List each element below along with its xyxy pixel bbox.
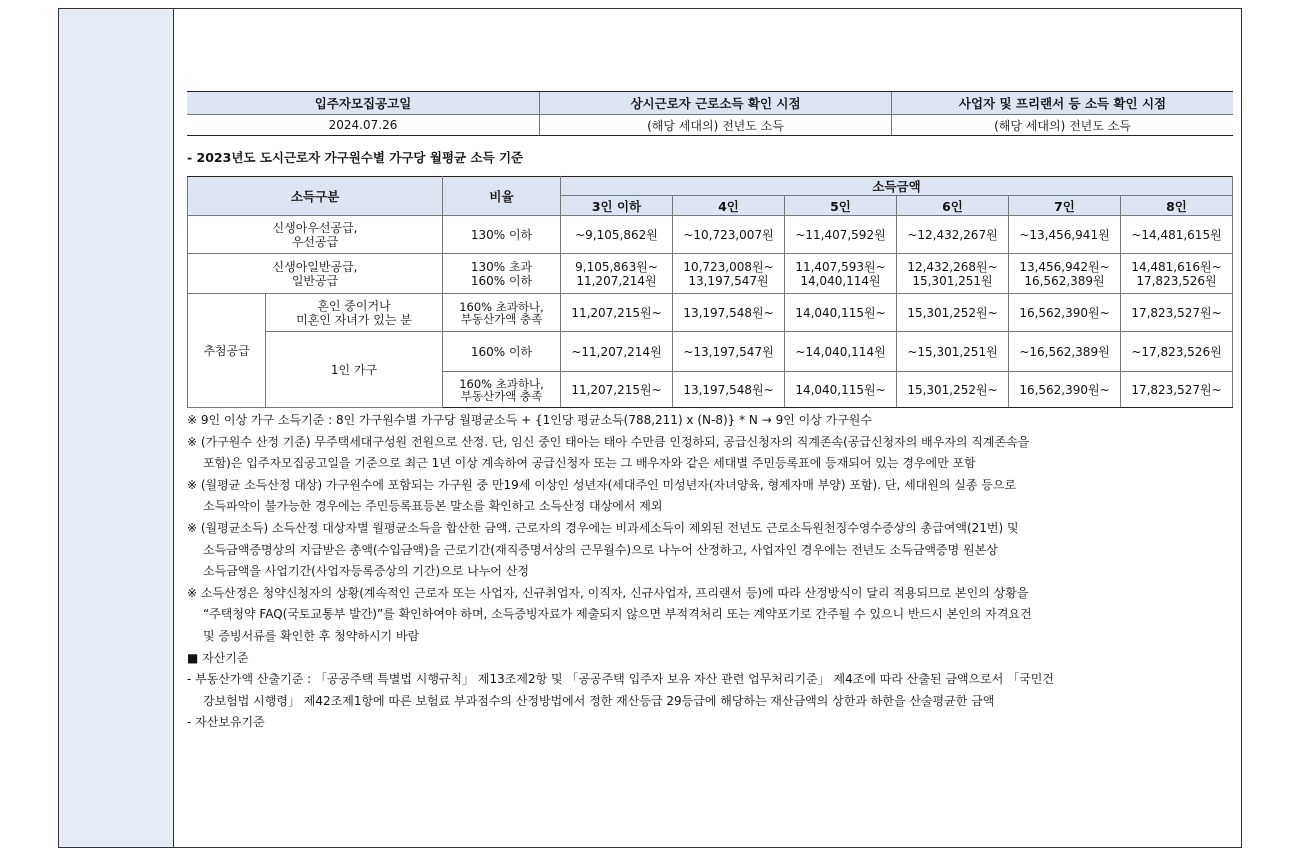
header-size-3: 3인 이하 <box>561 196 673 216</box>
note-income-target-cont: 소득파악이 불가능한 경우에는 주민등록표등본 말소를 확인하고 소득산정 대상에서 제외 <box>203 499 663 514</box>
ratio-line: 160% 이하 <box>470 273 533 288</box>
amount-cell: ~10,723,007원 <box>673 216 785 254</box>
note-income-target: ※ (월평균 소득산정 대상) 가구원수에 포함되는 가구원 중 만19세 이상인 성년자(세대주인 미성년자(자녀양육, 형제자매 부양) 포함). 단, 세대원의 실종 등으로 <box>187 477 1017 492</box>
amount-cell: 16,562,390원~ <box>1009 294 1121 332</box>
amount-cell: ~11,207,214원 <box>561 332 673 372</box>
amount-line: 13,456,942원~ <box>1019 259 1110 274</box>
asset-holding-standard: - 자산보유기준 <box>187 715 265 730</box>
amount-cell: 16,562,390원~ <box>1009 372 1121 408</box>
header-income-amount: 소득금액 <box>561 177 1233 196</box>
income-type-cell <box>188 216 443 254</box>
amount-line: 14,481,616원~ <box>1131 259 1222 274</box>
amount-cell: 14,040,115원~ <box>785 372 897 408</box>
lottery-sub-married <box>266 294 443 332</box>
table-row <box>188 332 1233 372</box>
asset-real-estate-basis: - 부동산가액 산출기준 : 「공공주택 특별법 시행규칙」 제13조제2항 및 「공공주택 입주자 보유 자산 관련 업무처리기준」 제4조에 따라 산출된 금액으로서 「국민건 <box>187 672 1054 687</box>
amount-cell: 17,823,527원~ <box>1121 372 1233 408</box>
header-size-8: 8인 <box>1121 196 1233 216</box>
note-monthly-income-cont: 소득금액증명상의 지급받은 총액(수입금액)을 근로기간(재직증명서상의 근무월수)으로 나누어 산정하고, 사업자인 경우에는 전년도 소득금액증명 원본상 <box>203 542 998 557</box>
note-income-calculation-cont: 및 증빙서류를 확인한 후 청약하시기 바람 <box>203 628 420 643</box>
amount-cell: ~14,040,114원 <box>785 332 897 372</box>
header-income-type: 소득구분 <box>188 177 443 216</box>
amount-cell <box>785 254 897 294</box>
amount-cell <box>673 254 785 294</box>
amount-cell: 13,197,548원~ <box>673 294 785 332</box>
amount-line: 14,040,114원 <box>800 273 881 288</box>
amount-line: 17,823,526원 <box>1136 273 1217 288</box>
ratio-cell: 160% 이하 <box>443 332 561 372</box>
note-household-count-cont: 포함)은 입주자모집공고일을 기준으로 최근 1년 이상 계속하여 공급신청자 또는 그 배우자와 같은 세대별 주민등록표에 등재되어 있는 경우에만 포함 <box>203 456 976 471</box>
amount-line: 10,723,008원~ <box>683 259 774 274</box>
announcement-date-table <box>187 91 1233 136</box>
amount-cell <box>897 254 1009 294</box>
amount-line: 15,301,251원 <box>912 273 993 288</box>
amount-cell <box>1121 254 1233 294</box>
header-size-7: 7인 <box>1009 196 1121 216</box>
ratio-line: 130% 초과 <box>470 259 533 274</box>
document-content <box>187 91 1235 734</box>
lottery-sub-line: 미혼인 자녀가 있는 분 <box>296 312 412 327</box>
note-monthly-income: ※ (월평균소득) 소득산정 대상자별 월평균소득을 합산한 금액. 근로자의 경우에는 비과세소득이 제외된 전년도 근로소득원천징수영수증상의 총급여액(21번) 및 <box>187 520 1019 535</box>
amount-cell: 15,301,252원~ <box>897 372 1009 408</box>
amount-cell <box>561 254 673 294</box>
amount-cell: 11,207,215원~ <box>561 372 673 408</box>
header-ratio: 비율 <box>443 177 561 216</box>
ratio-cell: 130% 이하 <box>443 216 561 254</box>
amount-cell <box>1009 254 1121 294</box>
amount-cell: 17,823,527원~ <box>1121 294 1233 332</box>
employee-income-time-value: (해당 세대의) 전년도 소득 <box>540 115 892 136</box>
header-size-6: 6인 <box>897 196 1009 216</box>
amount-cell: ~16,562,389원 <box>1009 332 1121 372</box>
note-large-household: ※ 9인 이상 가구 소득기준 : 8인 가구원수별 가구당 월평균소득 + {1인당 평균소득(788,211) x (N-8)} * N → 9인 이상 가구원수 <box>187 413 872 427</box>
lottery-sub-single: 1인 가구 <box>266 332 443 408</box>
left-column <box>59 9 174 847</box>
amount-line: 11,407,593원~ <box>795 259 886 274</box>
header-size-4: 4인 <box>673 196 785 216</box>
ratio-line: 부동산가액 충족 <box>460 388 543 403</box>
note-household-count: ※ (가구원수 산정 기준) 무주택세대구성원 전원으로 산정. 단, 임신 중인 태아는 태아 수만큼 인정하되, 공급신청자의 직계존속(공급신청자의 배우자의 직계존속을 <box>187 434 1030 449</box>
amount-cell: ~9,105,862원 <box>561 216 673 254</box>
amount-cell: 15,301,252원~ <box>897 294 1009 332</box>
note-income-calculation-cont: “주택청약 FAQ(국토교통부 발간)”를 확인하여야 하며, 소득증빙자료가 제출되지 않으면 부적격처리 또는 계약포기로 간주될 수 있으니 반드시 본인의 자격요건 <box>203 607 1032 622</box>
header-business-income-time: 사업자 및 프리랜서 등 소득 확인 시점 <box>892 92 1234 115</box>
header-announcement-date: 입주자모집공고일 <box>187 92 540 115</box>
lottery-sub-line: 혼인 중이거나 <box>317 298 391 313</box>
note-monthly-income-cont: 소득금액을 사업기간(사업자등록증상의 기간)으로 나누어 산정 <box>203 564 530 579</box>
header-employee-income-time: 상시근로자 근로소득 확인 시점 <box>540 92 892 115</box>
ratio-cell <box>443 254 561 294</box>
ratio-line: 부동산가액 충족 <box>460 311 543 326</box>
ratio-line: 160% 초과하나, <box>459 299 544 314</box>
amount-line: 12,432,268원~ <box>907 259 998 274</box>
ratio-cell <box>443 294 561 332</box>
amount-cell: ~17,823,526원 <box>1121 332 1233 372</box>
notes-section <box>187 410 1235 734</box>
income-section-title: - 2023년도 도시근로자 가구원수별 가구당 월평균 소득 기준 <box>187 150 524 165</box>
ratio-cell <box>443 372 561 408</box>
table-row <box>188 254 1233 294</box>
amount-cell: ~12,432,267원 <box>897 216 1009 254</box>
income-type-line: 신생아일반공급, <box>272 259 358 274</box>
amount-line: 9,105,863원~ <box>575 259 658 274</box>
amount-cell: ~13,197,547원 <box>673 332 785 372</box>
header-size-5: 5인 <box>785 196 897 216</box>
amount-cell: 13,197,548원~ <box>673 372 785 408</box>
amount-cell: ~14,481,615원 <box>1121 216 1233 254</box>
table-row <box>188 216 1233 254</box>
amount-line: 11,207,214원 <box>576 273 657 288</box>
income-type-line: 신생아우선공급, <box>272 220 358 235</box>
announcement-date-value: 2024.07.26 <box>187 115 540 136</box>
page-frame <box>58 8 1242 848</box>
business-income-time-value: (해당 세대의) 전년도 소득 <box>892 115 1234 136</box>
income-type-cell <box>188 254 443 294</box>
amount-cell: ~11,407,592원 <box>785 216 897 254</box>
amount-line: 16,562,389원 <box>1024 273 1105 288</box>
asset-standard-heading: ■ 자산기준 <box>187 650 249 665</box>
amount-cell: 14,040,115원~ <box>785 294 897 332</box>
amount-line: 13,197,547원 <box>688 273 769 288</box>
income-table <box>187 176 1233 408</box>
lottery-supply-label: 추첨공급 <box>188 294 266 408</box>
income-type-line: 일반공급 <box>291 273 339 288</box>
amount-cell: 11,207,215원~ <box>561 294 673 332</box>
ratio-line: 160% 초과하나, <box>459 376 544 391</box>
amount-cell: ~13,456,941원 <box>1009 216 1121 254</box>
asset-real-estate-basis-cont: 강보험법 시행령」 제42조제1항에 따른 보험료 부과점수의 산정방법에서 정한 재산등급 29등급에 해당하는 재산금액의 상한과 하한을 산술평균한 금액 <box>203 693 995 708</box>
income-type-line: 우선공급 <box>291 234 339 249</box>
amount-cell: ~15,301,251원 <box>897 332 1009 372</box>
table-row <box>188 294 1233 332</box>
note-income-calculation: ※ 소득산정은 청약신청자의 상황(계속적인 근로자 또는 사업자, 신규취업자, 이직자, 신규사업자, 프리랜서 등)에 따라 산정방식이 달리 적용되므로 본인의 상황을 <box>187 585 1029 600</box>
